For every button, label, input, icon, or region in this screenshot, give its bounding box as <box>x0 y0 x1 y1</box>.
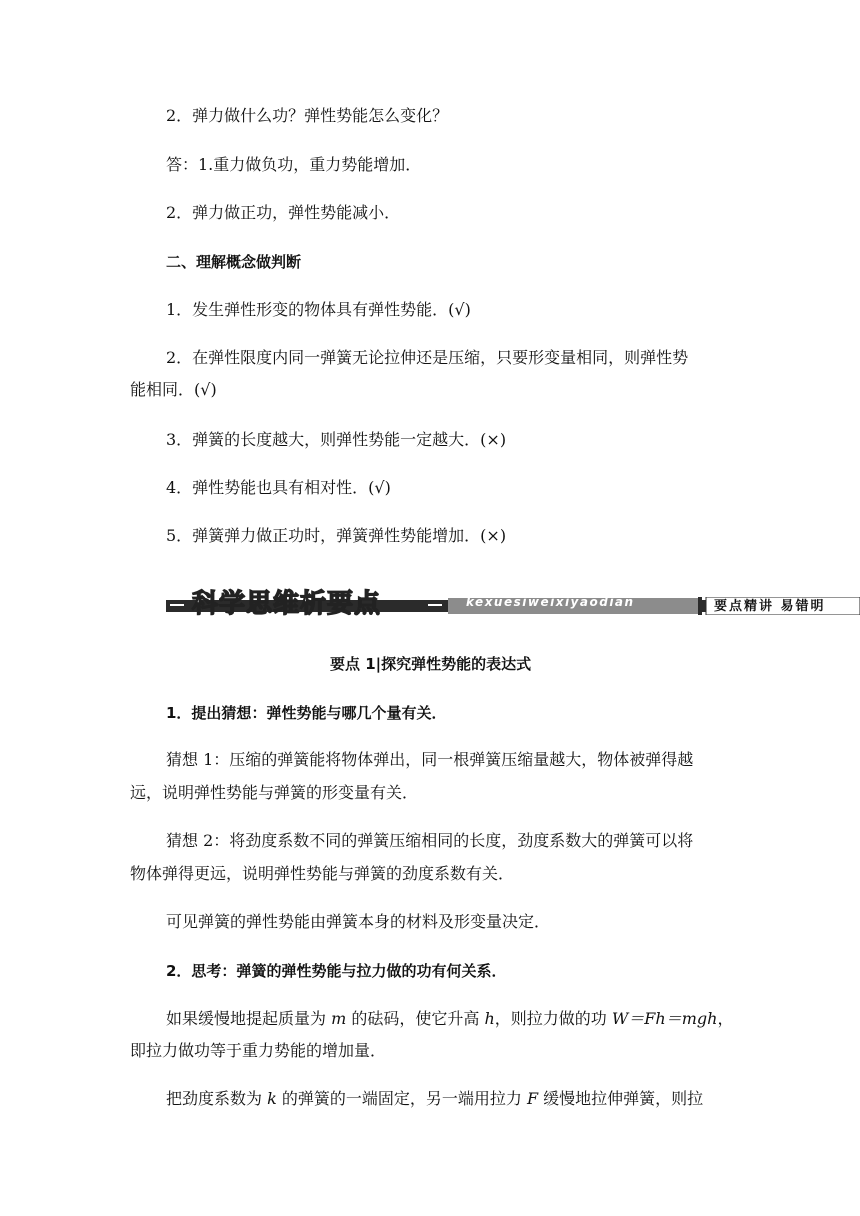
var-F: F <box>526 1089 539 1108</box>
point-1-heading: 要点 1|探究弹性势能的表达式 <box>330 655 532 673</box>
equation: W＝Fh＝mgh <box>611 1009 718 1028</box>
answer-2: 2．弹力做正功，弹性势能减小． <box>166 203 401 222</box>
point-1-step-1: 1．提出猜想：弹性势能与哪几个量有关． <box>166 704 447 722</box>
var-h: h <box>484 1009 495 1028</box>
banner-title: 科学思维析要点 <box>192 589 382 619</box>
guess-1-line-1: 猜想 1：压缩的弹簧能将物体弹出，同一根弹簧压缩量越大，物体被弹得越 <box>166 750 694 769</box>
var-m: m <box>331 1009 347 1028</box>
judgment-1: 1．发生弹性形变的物体具有弹性势能．(√) <box>166 300 471 319</box>
banner-pinyin: kexuesiweixiyaodian <box>466 595 635 609</box>
paragraph-1-line-2: 即拉力做功等于重力势能的增加量． <box>130 1041 387 1060</box>
point-1-step-2: 2．思考：弹簧的弹性势能与拉力做的功有何关系． <box>166 962 507 980</box>
conclusion: 可见弹簧的弹性势能由弹簧本身的材料及形变量决定． <box>166 912 551 931</box>
question-2: 2．弹力做什么功？弹性势能怎么变化？ <box>166 106 449 125</box>
text: 的砝码，使它升高 <box>346 1009 485 1028</box>
guess-2-line-1: 猜想 2：将劲度系数不同的弹簧压缩相同的长度，劲度系数大的弹簧可以将 <box>166 831 694 850</box>
var-k: k <box>267 1089 277 1108</box>
answer-1: 答：1.重力做负功，重力势能增加． <box>166 155 422 174</box>
section-banner <box>166 588 860 622</box>
text: 把劲度系数为 <box>166 1089 268 1108</box>
judgment-3: 3．弹簧的长度越大，则弹性势能一定越大．(×) <box>166 430 507 449</box>
guess-1-line-2: 远，说明弹性势能与弹簧的形变量有关． <box>130 783 419 802</box>
judgment-4: 4．弹性势能也具有相对性．(√) <box>166 478 391 497</box>
text: ，则拉力做的功 <box>494 1009 612 1028</box>
judgment-5: 5．弹簧弹力做正功时，弹簧弹性势能增加．(×) <box>166 526 507 545</box>
banner-subtitle: 要点精讲 易错明 <box>714 599 826 614</box>
guess-2-line-2: 物体弹得更远，说明弹性势能与弹簧的劲度系数有关． <box>130 864 515 883</box>
paragraph-2-line-1 <box>166 1089 703 1109</box>
section-heading: 二、理解概念做判断 <box>166 253 302 271</box>
judgment-2-line-1: 2．在弹性限度内同一弹簧无论拉伸还是压缩，只要形变量相同，则弹性势 <box>166 348 689 367</box>
text: 如果缓慢地提起质量为 <box>166 1009 332 1028</box>
judgment-2-line-2: 能相同．(√) <box>130 380 217 399</box>
text: ， <box>717 1009 734 1028</box>
text: 缓慢地拉伸弹簧，则拉 <box>538 1089 704 1108</box>
text: 的弹簧的一端固定，另一端用拉力 <box>276 1089 527 1108</box>
paragraph-1-line-1 <box>166 1009 733 1029</box>
